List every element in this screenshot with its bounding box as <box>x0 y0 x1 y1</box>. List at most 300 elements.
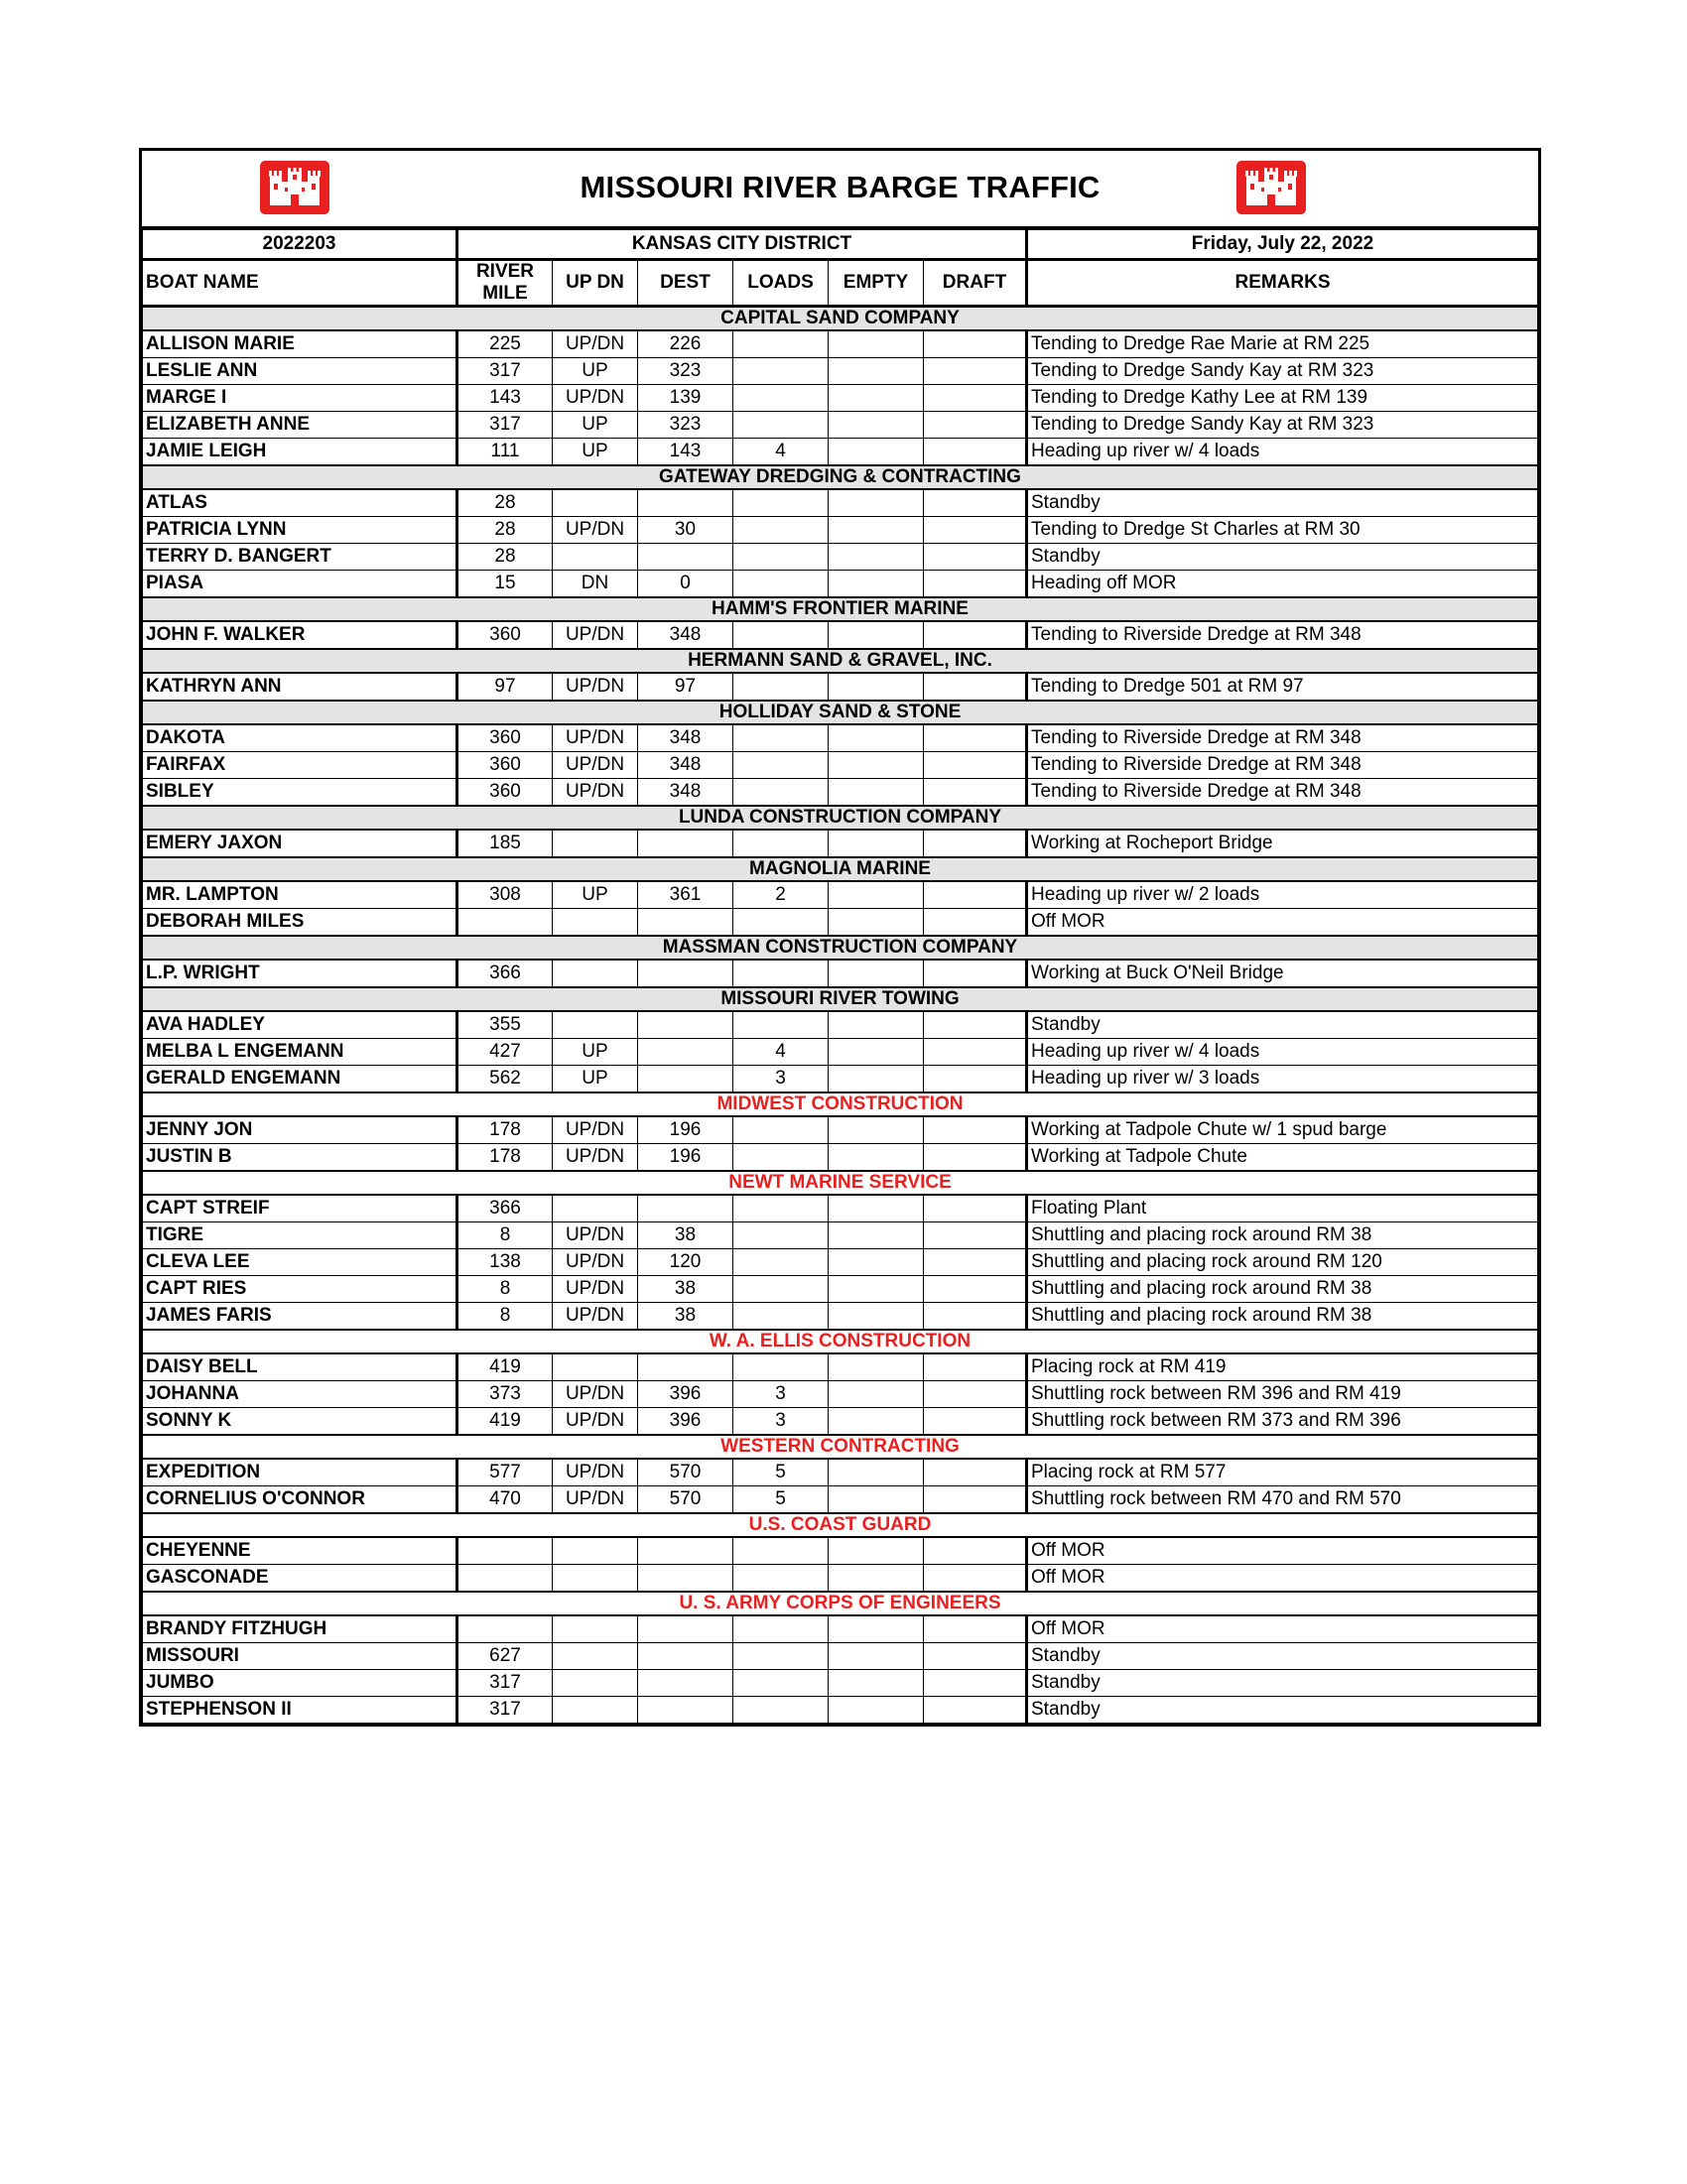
table-row <box>143 1643 1538 1670</box>
table-row <box>143 1615 1538 1643</box>
company-header-row <box>143 936 1538 960</box>
table-row <box>143 1565 1538 1593</box>
remarks-cell: Shuttling and placing rock around RM 120 <box>1027 1249 1538 1276</box>
river-mile-cell: 366 <box>457 1195 553 1222</box>
draft-cell <box>924 621 1027 649</box>
up-dn-cell <box>553 960 638 987</box>
up-dn-cell <box>553 1670 638 1697</box>
remarks-cell: Off MOR <box>1027 1615 1538 1643</box>
dest-cell <box>638 1697 733 1724</box>
boat-name-cell: EXPEDITION <box>143 1459 457 1486</box>
dest-cell: 226 <box>638 330 733 358</box>
table-row <box>143 621 1538 649</box>
dest-cell: 348 <box>638 724 733 752</box>
dest-cell: 38 <box>638 1276 733 1303</box>
loads-cell <box>733 960 829 987</box>
draft-cell <box>924 1195 1027 1222</box>
dest-cell <box>638 909 733 937</box>
river-mile-cell: 225 <box>457 330 553 358</box>
empty-cell <box>829 544 924 571</box>
up-dn-cell: UP <box>553 881 638 909</box>
company-header-row <box>143 806 1538 830</box>
empty-cell <box>829 1066 924 1093</box>
loads-cell <box>733 621 829 649</box>
loads-cell <box>733 1195 829 1222</box>
boat-name-cell: JENNY JON <box>143 1116 457 1144</box>
remarks-cell: Heading off MOR <box>1027 571 1538 598</box>
boat-name-cell: CORNELIUS O'CONNOR <box>143 1486 457 1514</box>
draft-cell <box>924 1408 1027 1436</box>
empty-cell <box>829 1537 924 1565</box>
table-row <box>143 1039 1538 1066</box>
river-mile-cell: 28 <box>457 517 553 544</box>
boat-name-cell: SONNY K <box>143 1408 457 1436</box>
table-row <box>143 439 1538 466</box>
dest-cell <box>638 489 733 517</box>
boat-name-cell: CAPT STREIF <box>143 1195 457 1222</box>
river-mile-cell: 577 <box>457 1459 553 1486</box>
column-header-row <box>143 260 1538 307</box>
loads-cell <box>733 1643 829 1670</box>
loads-cell <box>733 489 829 517</box>
remarks-cell: Standby <box>1027 1670 1538 1697</box>
remarks-cell: Shuttling rock between RM 470 and RM 570 <box>1027 1486 1538 1514</box>
remarks-cell: Tending to Riverside Dredge at RM 348 <box>1027 724 1538 752</box>
up-dn-cell: UP <box>553 439 638 466</box>
draft-cell <box>924 752 1027 779</box>
company-header-row <box>143 987 1538 1011</box>
empty-cell <box>829 673 924 701</box>
loads-cell <box>733 1353 829 1381</box>
remarks-cell: Tending to Dredge 501 at RM 97 <box>1027 673 1538 701</box>
table-row <box>143 330 1538 358</box>
up-dn-cell <box>553 1353 638 1381</box>
loads-cell <box>733 909 829 937</box>
river-mile-cell: 317 <box>457 1697 553 1724</box>
remarks-cell: Tending to Dredge Kathy Lee at RM 139 <box>1027 385 1538 412</box>
river-mile-cell <box>457 1615 553 1643</box>
remarks-cell: Tending to Riverside Dredge at RM 348 <box>1027 752 1538 779</box>
up-dn-cell <box>553 489 638 517</box>
draft-cell <box>924 330 1027 358</box>
boat-name-cell: LESLIE ANN <box>143 358 457 385</box>
loads-cell: 3 <box>733 1408 829 1436</box>
up-dn-cell: UP <box>553 412 638 439</box>
remarks-cell: Shuttling and placing rock around RM 38 <box>1027 1276 1538 1303</box>
company-name: MISSOURI RIVER TOWING <box>143 987 1538 1011</box>
remarks-cell: Tending to Dredge Sandy Kay at RM 323 <box>1027 412 1538 439</box>
empty-cell <box>829 517 924 544</box>
company-header-row <box>143 1330 1538 1353</box>
table-row <box>143 1486 1538 1514</box>
boat-name-cell: GERALD ENGEMANN <box>143 1066 457 1093</box>
company-header-row <box>143 1513 1538 1537</box>
river-mile-cell: 419 <box>457 1408 553 1436</box>
company-name: U.S. COAST GUARD <box>143 1513 1538 1537</box>
draft-cell <box>924 1011 1027 1039</box>
table-row <box>143 830 1538 857</box>
dest-cell <box>638 960 733 987</box>
draft-cell <box>924 830 1027 857</box>
table-row <box>143 544 1538 571</box>
remarks-cell: Standby <box>1027 1011 1538 1039</box>
draft-cell <box>924 1303 1027 1331</box>
boat-name-cell: DAISY BELL <box>143 1353 457 1381</box>
empty-cell <box>829 489 924 517</box>
river-mile-cell: 627 <box>457 1643 553 1670</box>
dest-cell <box>638 1537 733 1565</box>
up-dn-cell: UP/DN <box>553 779 638 807</box>
dest-cell: 38 <box>638 1303 733 1331</box>
loads-cell <box>733 752 829 779</box>
river-mile-cell <box>457 1537 553 1565</box>
company-name: W. A. ELLIS CONSTRUCTION <box>143 1330 1538 1353</box>
up-dn-cell: UP/DN <box>553 1249 638 1276</box>
river-mile-cell: 143 <box>457 385 553 412</box>
remarks-cell: Placing rock at RM 419 <box>1027 1353 1538 1381</box>
loads-cell: 3 <box>733 1066 829 1093</box>
dest-cell: 348 <box>638 779 733 807</box>
draft-cell <box>924 909 1027 937</box>
table-row <box>143 1116 1538 1144</box>
up-dn-cell: UP/DN <box>553 673 638 701</box>
loads-cell <box>733 1276 829 1303</box>
remarks-cell: Tending to Dredge St Charles at RM 30 <box>1027 517 1538 544</box>
up-dn-cell <box>553 1011 638 1039</box>
empty-cell <box>829 439 924 466</box>
loads-cell <box>733 385 829 412</box>
up-dn-cell: DN <box>553 571 638 598</box>
remarks-cell: Shuttling rock between RM 396 and RM 419 <box>1027 1381 1538 1408</box>
remarks-cell: Off MOR <box>1027 909 1538 937</box>
river-mile-cell: 308 <box>457 881 553 909</box>
up-dn-cell: UP <box>553 1039 638 1066</box>
col-header-river-mile: RIVER MILE <box>457 260 553 307</box>
table-row <box>143 489 1538 517</box>
company-header-row <box>143 1092 1538 1116</box>
district-name: KANSAS CITY DISTRICT <box>457 230 1027 260</box>
up-dn-cell: UP/DN <box>553 1408 638 1436</box>
boat-name-cell: JAMIE LEIGH <box>143 439 457 466</box>
company-header-row <box>143 1592 1538 1615</box>
company-header-row <box>143 857 1538 881</box>
remarks-cell: Shuttling and placing rock around RM 38 <box>1027 1222 1538 1249</box>
dest-cell: 361 <box>638 881 733 909</box>
table-row <box>143 1303 1538 1331</box>
draft-cell <box>924 1697 1027 1724</box>
dest-cell: 38 <box>638 1222 733 1249</box>
dest-cell: 196 <box>638 1144 733 1172</box>
col-header-dest: DEST <box>638 260 733 307</box>
table-row <box>143 1276 1538 1303</box>
draft-cell <box>924 412 1027 439</box>
up-dn-cell <box>553 1615 638 1643</box>
company-header-row <box>143 1435 1538 1459</box>
up-dn-cell <box>553 1565 638 1593</box>
dest-cell: 97 <box>638 673 733 701</box>
company-name: WESTERN CONTRACTING <box>143 1435 1538 1459</box>
dest-cell: 143 <box>638 439 733 466</box>
company-header-row <box>143 1171 1538 1195</box>
river-mile-cell: 317 <box>457 358 553 385</box>
boat-name-cell: ALLISON MARIE <box>143 330 457 358</box>
river-mile-cell: 470 <box>457 1486 553 1514</box>
draft-cell <box>924 1276 1027 1303</box>
company-header-row <box>143 307 1538 331</box>
remarks-cell: Heading up river w/ 3 loads <box>1027 1066 1538 1093</box>
table-row <box>143 881 1538 909</box>
dest-cell: 0 <box>638 571 733 598</box>
boat-name-cell: ELIZABETH ANNE <box>143 412 457 439</box>
col-header-updn: UP DN <box>553 260 638 307</box>
dest-cell: 348 <box>638 621 733 649</box>
draft-cell <box>924 724 1027 752</box>
castle-logo-icon <box>1236 161 1306 214</box>
remarks-cell: Standby <box>1027 489 1538 517</box>
empty-cell <box>829 1249 924 1276</box>
boat-name-cell: JOHN F. WALKER <box>143 621 457 649</box>
dest-cell <box>638 1565 733 1593</box>
draft-cell <box>924 1381 1027 1408</box>
dest-cell <box>638 1195 733 1222</box>
empty-cell <box>829 1697 924 1724</box>
river-mile-cell: 97 <box>457 673 553 701</box>
loads-cell: 3 <box>733 1381 829 1408</box>
dest-cell <box>638 1643 733 1670</box>
river-mile-cell <box>457 909 553 937</box>
boat-name-cell: PATRICIA LYNN <box>143 517 457 544</box>
river-mile-cell: 178 <box>457 1144 553 1172</box>
dest-cell <box>638 1066 733 1093</box>
table-row <box>143 1144 1538 1172</box>
river-mile-cell: 373 <box>457 1381 553 1408</box>
empty-cell <box>829 1195 924 1222</box>
traffic-table <box>142 229 1538 1724</box>
river-mile-cell: 8 <box>457 1276 553 1303</box>
company-name: MAGNOLIA MARINE <box>143 857 1538 881</box>
page-title: MISSOURI RIVER BARGE TRAFFIC <box>580 170 1101 204</box>
river-mile-cell: 178 <box>457 1116 553 1144</box>
up-dn-cell <box>553 1697 638 1724</box>
loads-cell <box>733 544 829 571</box>
loads-cell <box>733 724 829 752</box>
loads-cell <box>733 1670 829 1697</box>
up-dn-cell: UP/DN <box>553 724 638 752</box>
company-name: NEWT MARINE SERVICE <box>143 1171 1538 1195</box>
remarks-cell: Placing rock at RM 577 <box>1027 1459 1538 1486</box>
up-dn-cell: UP/DN <box>553 1276 638 1303</box>
dest-cell: 396 <box>638 1381 733 1408</box>
remarks-cell: Tending to Dredge Rae Marie at RM 225 <box>1027 330 1538 358</box>
dest-cell <box>638 1615 733 1643</box>
company-name: CAPITAL SAND COMPANY <box>143 307 1538 331</box>
up-dn-cell: UP/DN <box>553 1144 638 1172</box>
boat-name-cell: PIASA <box>143 571 457 598</box>
remarks-cell: Standby <box>1027 1697 1538 1724</box>
draft-cell <box>924 517 1027 544</box>
empty-cell <box>829 1353 924 1381</box>
company-name: U. S. ARMY CORPS OF ENGINEERS <box>143 1592 1538 1615</box>
remarks-cell: Off MOR <box>1027 1565 1538 1593</box>
river-mile-cell: 8 <box>457 1303 553 1331</box>
remarks-cell: Tending to Riverside Dredge at RM 348 <box>1027 779 1538 807</box>
boat-name-cell: ATLAS <box>143 489 457 517</box>
table-row <box>143 1381 1538 1408</box>
dest-cell <box>638 1353 733 1381</box>
remarks-cell: Shuttling rock between RM 373 and RM 396 <box>1027 1408 1538 1436</box>
table-row <box>143 517 1538 544</box>
up-dn-cell: UP/DN <box>553 1116 638 1144</box>
loads-cell: 4 <box>733 439 829 466</box>
loads-cell: 5 <box>733 1486 829 1514</box>
empty-cell <box>829 752 924 779</box>
empty-cell <box>829 779 924 807</box>
dest-cell: 570 <box>638 1486 733 1514</box>
empty-cell <box>829 621 924 649</box>
remarks-cell: Tending to Riverside Dredge at RM 348 <box>1027 621 1538 649</box>
loads-cell <box>733 358 829 385</box>
loads-cell <box>733 1249 829 1276</box>
loads-cell <box>733 412 829 439</box>
draft-cell <box>924 1537 1027 1565</box>
table-row <box>143 960 1538 987</box>
boat-name-cell: L.P. WRIGHT <box>143 960 457 987</box>
river-mile-cell: 185 <box>457 830 553 857</box>
empty-cell <box>829 1011 924 1039</box>
river-mile-cell: 138 <box>457 1249 553 1276</box>
table-row <box>143 358 1538 385</box>
draft-cell <box>924 673 1027 701</box>
report-id: 2022203 <box>143 230 457 260</box>
boat-name-cell: FAIRFAX <box>143 752 457 779</box>
empty-cell <box>829 358 924 385</box>
empty-cell <box>829 1381 924 1408</box>
table-row <box>143 1670 1538 1697</box>
draft-cell <box>924 779 1027 807</box>
company-name: GATEWAY DREDGING & CONTRACTING <box>143 465 1538 489</box>
draft-cell <box>924 1459 1027 1486</box>
up-dn-cell <box>553 830 638 857</box>
remarks-cell: Heading up river w/ 4 loads <box>1027 1039 1538 1066</box>
boat-name-cell: SIBLEY <box>143 779 457 807</box>
draft-cell <box>924 1249 1027 1276</box>
dest-cell: 323 <box>638 358 733 385</box>
boat-name-cell: DEBORAH MILES <box>143 909 457 937</box>
boat-name-cell: MELBA L ENGEMANN <box>143 1039 457 1066</box>
river-mile-cell: 360 <box>457 752 553 779</box>
table-row <box>143 1459 1538 1486</box>
river-mile-cell: 360 <box>457 779 553 807</box>
draft-cell <box>924 1039 1027 1066</box>
boat-name-cell: GASCONADE <box>143 1565 457 1593</box>
loads-cell <box>733 1303 829 1331</box>
company-name: MASSMAN CONSTRUCTION COMPANY <box>143 936 1538 960</box>
draft-cell <box>924 1353 1027 1381</box>
loads-cell <box>733 1011 829 1039</box>
loads-cell <box>733 1116 829 1144</box>
river-mile-cell: 427 <box>457 1039 553 1066</box>
table-row <box>143 412 1538 439</box>
table-row <box>143 1353 1538 1381</box>
river-mile-cell: 419 <box>457 1353 553 1381</box>
river-mile-cell: 28 <box>457 489 553 517</box>
river-mile-cell: 360 <box>457 724 553 752</box>
loads-cell: 4 <box>733 1039 829 1066</box>
up-dn-cell: UP/DN <box>553 517 638 544</box>
up-dn-cell: UP/DN <box>553 1381 638 1408</box>
draft-cell <box>924 1643 1027 1670</box>
company-header-row <box>143 597 1538 621</box>
up-dn-cell: UP/DN <box>553 1303 638 1331</box>
up-dn-cell <box>553 1537 638 1565</box>
company-header-row <box>143 701 1538 724</box>
boat-name-cell: JOHANNA <box>143 1381 457 1408</box>
boat-name-cell: CHEYENNE <box>143 1537 457 1565</box>
empty-cell <box>829 1039 924 1066</box>
boat-name-cell: MR. LAMPTON <box>143 881 457 909</box>
empty-cell <box>829 1303 924 1331</box>
up-dn-cell: UP/DN <box>553 1459 638 1486</box>
empty-cell <box>829 385 924 412</box>
draft-cell <box>924 1565 1027 1593</box>
river-mile-cell: 562 <box>457 1066 553 1093</box>
boat-name-cell: TERRY D. BANGERT <box>143 544 457 571</box>
empty-cell <box>829 960 924 987</box>
table-row <box>143 571 1538 598</box>
river-mile-cell: 111 <box>457 439 553 466</box>
up-dn-cell: UP/DN <box>553 1222 638 1249</box>
draft-cell <box>924 1670 1027 1697</box>
dest-cell: 570 <box>638 1459 733 1486</box>
boat-name-cell: MISSOURI <box>143 1643 457 1670</box>
draft-cell <box>924 358 1027 385</box>
report-date: Friday, July 22, 2022 <box>1027 230 1538 260</box>
loads-cell <box>733 517 829 544</box>
empty-cell <box>829 724 924 752</box>
dest-cell: 139 <box>638 385 733 412</box>
empty-cell <box>829 1144 924 1172</box>
dest-cell <box>638 830 733 857</box>
dest-cell: 348 <box>638 752 733 779</box>
boat-name-cell: CLEVA LEE <box>143 1249 457 1276</box>
remarks-cell: Shuttling and placing rock around RM 38 <box>1027 1303 1538 1331</box>
up-dn-cell: UP/DN <box>553 330 638 358</box>
up-dn-cell: UP/DN <box>553 385 638 412</box>
remarks-cell: Standby <box>1027 544 1538 571</box>
empty-cell <box>829 1486 924 1514</box>
empty-cell <box>829 1670 924 1697</box>
up-dn-cell <box>553 1643 638 1670</box>
river-mile-cell <box>457 1565 553 1593</box>
col-header-draft: DRAFT <box>924 260 1027 307</box>
boat-name-cell: DAKOTA <box>143 724 457 752</box>
draft-cell <box>924 1222 1027 1249</box>
remarks-cell: Working at Buck O'Neil Bridge <box>1027 960 1538 987</box>
draft-cell <box>924 960 1027 987</box>
up-dn-cell <box>553 544 638 571</box>
table-row <box>143 1537 1538 1565</box>
river-mile-cell: 366 <box>457 960 553 987</box>
dest-cell <box>638 544 733 571</box>
empty-cell <box>829 1615 924 1643</box>
empty-cell <box>829 1565 924 1593</box>
empty-cell <box>829 330 924 358</box>
loads-cell <box>733 1537 829 1565</box>
loads-cell <box>733 1222 829 1249</box>
col-header-empty: EMPTY <box>829 260 924 307</box>
table-row <box>143 1249 1538 1276</box>
table-row <box>143 1195 1538 1222</box>
